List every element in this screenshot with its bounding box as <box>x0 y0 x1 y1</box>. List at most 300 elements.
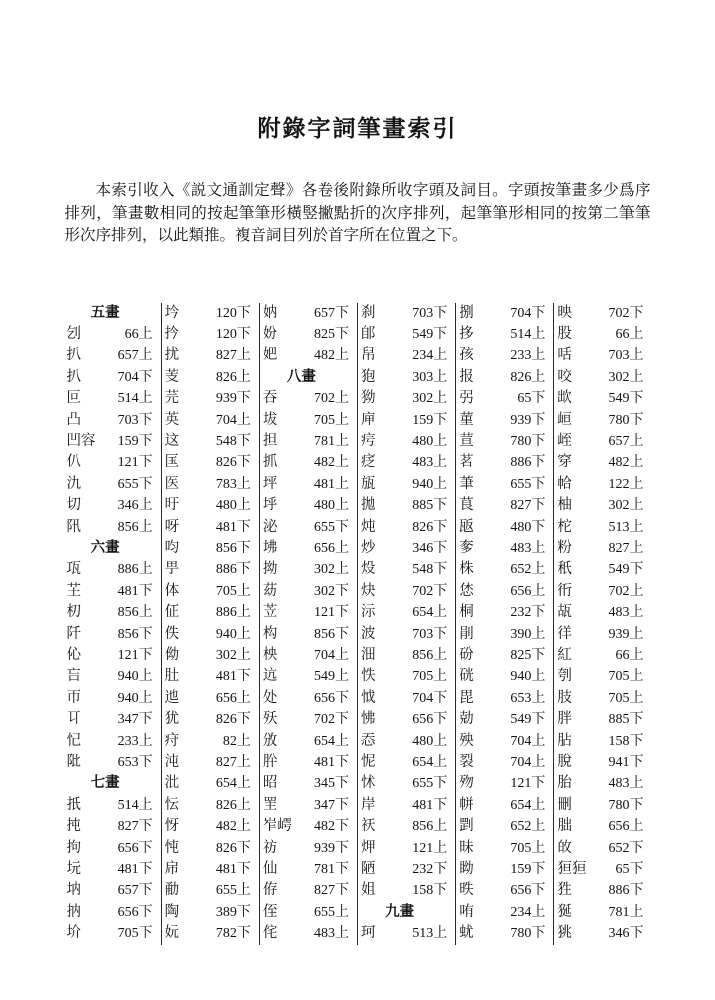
entry-character: 秖 <box>557 561 572 578</box>
entry-character: 峘 <box>557 411 572 428</box>
entry-character: 弜 <box>459 390 474 407</box>
index-entry <box>554 795 651 816</box>
entry-character: 怴 <box>361 689 376 706</box>
entry-character: 勀 <box>459 711 474 728</box>
entry-character: 㔿 <box>66 711 81 728</box>
entry-character: 坺 <box>262 411 278 428</box>
index-entry <box>260 709 357 730</box>
entry-character: 凸 <box>66 411 81 428</box>
entry-page: 827上 <box>215 348 251 364</box>
entry-character: 粉 <box>557 539 572 556</box>
entry-character: 砏 <box>459 647 474 663</box>
entry-page: 781上 <box>608 904 644 920</box>
index-entry <box>162 388 259 409</box>
index-entry <box>260 816 357 837</box>
entry-character: 炈 <box>361 561 376 578</box>
entry-page: 549下 <box>608 391 644 407</box>
index-entry <box>456 923 553 944</box>
entry-page: 234上 <box>510 904 546 920</box>
index-entry <box>64 474 161 495</box>
entry-character: 朷 <box>66 604 81 621</box>
index-entry <box>260 303 357 324</box>
index-entry <box>162 345 259 366</box>
entry-character: 拘 <box>66 839 81 856</box>
entry-page: 825下 <box>314 326 350 342</box>
index-entry <box>260 688 357 709</box>
index-entry <box>358 367 455 388</box>
entry-character: 呀 <box>164 518 180 535</box>
entry-character: 沘 <box>164 775 180 792</box>
index-entry <box>358 431 455 452</box>
stroke-section-header: 七畫 <box>90 775 120 792</box>
entry-page: 656上 <box>510 583 546 599</box>
index-entry <box>358 816 455 837</box>
index-entry <box>554 517 651 538</box>
entry-character: 茟 <box>459 475 474 492</box>
entry-page: 514上 <box>117 797 153 813</box>
entry-character: 拋 <box>361 497 376 514</box>
index-entry <box>358 923 455 944</box>
entry-page: 654上 <box>314 733 350 749</box>
entry-character: 荁 <box>459 432 474 449</box>
entry-character: 映 <box>557 304 572 321</box>
index-entry <box>64 666 161 687</box>
entry-character: 祆 <box>361 818 376 835</box>
index-column <box>260 303 358 945</box>
index-entry <box>554 431 651 452</box>
entry-character: 芫 <box>164 390 180 407</box>
entry-page: 827下 <box>510 498 546 514</box>
entry-character: 扒 <box>66 347 81 364</box>
entry-character: 瓳 <box>557 604 572 621</box>
entry-page: 653上 <box>510 690 546 706</box>
entry-page: 481上 <box>314 476 350 492</box>
entry-page: 302上 <box>412 391 448 407</box>
entry-character: 匤 <box>164 454 180 471</box>
index-entry <box>64 388 161 409</box>
index-entry <box>554 324 651 345</box>
index-entry <box>64 345 161 366</box>
entry-character: 妑 <box>262 347 278 364</box>
entry-page: 549上 <box>314 669 350 685</box>
index-entry <box>162 923 259 944</box>
entry-page: 121下 <box>117 648 153 663</box>
index-entry <box>358 752 455 773</box>
entry-page: 886下 <box>608 883 644 899</box>
entry-page: 159下 <box>117 433 153 449</box>
entry-page: 654上 <box>412 605 448 621</box>
index-entry <box>260 859 357 880</box>
index-entry <box>456 602 553 623</box>
index-entry <box>456 367 553 388</box>
entry-page: 705上 <box>412 669 448 685</box>
entry-page: 780下 <box>510 926 546 942</box>
entry-page: 483上 <box>510 540 546 556</box>
index-column <box>64 303 162 945</box>
entry-character: 甼 <box>164 561 180 578</box>
index-entry <box>260 388 357 409</box>
entry-character: 肚 <box>164 668 180 685</box>
entry-character: 衎 <box>557 582 572 599</box>
entry-page: 702下 <box>314 712 350 728</box>
entry-character: 沌 <box>164 754 180 771</box>
entry-page: 66上 <box>615 648 644 663</box>
entry-page: 826上 <box>215 797 251 813</box>
entry-page: 302上 <box>314 562 350 578</box>
entry-character: 拗 <box>262 561 278 578</box>
entry-page: 856下 <box>215 540 251 556</box>
index-entry <box>260 559 357 580</box>
entry-page: 656下 <box>510 883 546 899</box>
entry-character: 硄 <box>459 668 474 685</box>
entry-page: 233上 <box>117 733 153 749</box>
index-entry <box>260 624 357 645</box>
index-entry <box>554 559 651 580</box>
entry-page: 66上 <box>615 326 644 342</box>
entry-character: 阰 <box>66 754 81 771</box>
entry-character: 歾 <box>459 775 474 792</box>
entry-character: 岸 <box>361 796 376 813</box>
entry-character: 珂 <box>361 925 376 942</box>
entry-character: 叵 <box>66 390 81 407</box>
index-column <box>358 303 456 945</box>
entry-page: 655下 <box>117 476 153 492</box>
index-entry <box>554 538 651 559</box>
entry-page: 703下 <box>117 412 153 428</box>
entry-character: 犹 <box>164 711 180 728</box>
index-entry <box>358 452 455 473</box>
entry-character: 构 <box>262 625 278 642</box>
entry-page: 655下 <box>314 519 350 535</box>
entry-character: 呁 <box>164 539 180 556</box>
entry-character: 伈 <box>66 647 81 663</box>
entry-character: 报 <box>459 368 474 385</box>
entry-page: 654上 <box>510 797 546 813</box>
entry-character: 㓻 <box>459 818 474 835</box>
entry-character: 医 <box>164 475 180 492</box>
entry-character: 怩 <box>361 754 376 771</box>
index-entry <box>162 495 259 516</box>
entry-character: 芏 <box>66 582 81 599</box>
entry-page: 548下 <box>412 562 448 578</box>
entry-page: 480上 <box>412 733 448 749</box>
index-entry <box>162 902 259 923</box>
entry-character: 攽 <box>262 732 278 749</box>
index-entry <box>162 816 259 837</box>
entry-character: 刪 <box>557 796 572 813</box>
index-entry <box>162 452 259 473</box>
index-entry <box>64 816 161 837</box>
entry-character: 狣 <box>557 925 572 942</box>
entry-character: 肢 <box>557 689 572 706</box>
entry-page: 886上 <box>117 562 153 578</box>
entry-page: 347下 <box>117 712 153 728</box>
index-column <box>554 303 651 945</box>
index-entry <box>456 752 553 773</box>
index-entry <box>260 431 357 452</box>
entry-page: 704下 <box>117 369 153 385</box>
index-entry <box>64 324 161 345</box>
entry-character: 疛 <box>164 732 180 749</box>
index-entry <box>64 581 161 602</box>
entry-page: 702下 <box>412 583 448 599</box>
index-entry <box>358 688 455 709</box>
entry-page: 652上 <box>510 819 546 835</box>
index-entry <box>64 410 161 431</box>
entry-page: 886下 <box>510 455 546 471</box>
index-entry <box>260 452 357 473</box>
entry-character: 欪 <box>557 390 572 407</box>
entry-character: 阠 <box>66 518 81 535</box>
entry-character: 股 <box>557 325 572 342</box>
entry-page: 705上 <box>608 669 644 685</box>
entry-character: 罜 <box>262 796 278 813</box>
index-entry <box>554 367 651 388</box>
entry-page: 940上 <box>510 669 546 685</box>
index-entry <box>358 666 455 687</box>
entry-page: 939上 <box>608 626 644 642</box>
index-entry <box>162 324 259 345</box>
entry-character: 沺 <box>361 647 376 663</box>
entry-page: 856上 <box>117 519 153 535</box>
entry-page: 656上 <box>215 690 251 706</box>
entry-character: 庘 <box>361 411 376 428</box>
entry-character: 岝崿 <box>262 818 292 835</box>
entry-character: 胖 <box>557 711 572 728</box>
entry-page: 483上 <box>608 605 644 621</box>
entry-page: 657下 <box>314 305 350 321</box>
index-entry <box>358 517 455 538</box>
index-entry <box>456 666 553 687</box>
index-entry <box>64 559 161 580</box>
entry-character: 帀 <box>66 689 81 706</box>
index-entry <box>554 345 651 366</box>
entry-character: 帠 <box>361 347 376 364</box>
entry-page: 704下 <box>412 690 448 706</box>
entry-page: 480上 <box>314 498 350 514</box>
index-entry <box>162 773 259 794</box>
index-entry <box>554 838 651 859</box>
entry-page: 655下 <box>412 776 448 792</box>
entry-character: 妠 <box>262 304 278 321</box>
entry-character: 抐 <box>66 903 81 920</box>
entry-character: 氿 <box>66 475 81 492</box>
index-entry <box>358 324 455 345</box>
entry-character: 刉 <box>66 325 81 342</box>
entry-page: 885下 <box>608 712 644 728</box>
index-entry <box>554 709 651 730</box>
entry-page: 652下 <box>608 840 644 856</box>
entry-character: 炔 <box>361 582 376 599</box>
index-entry <box>162 581 259 602</box>
index-entry <box>358 538 455 559</box>
index-entry <box>162 474 259 495</box>
entry-page: 302上 <box>608 369 644 385</box>
entry-character: 狌 <box>557 882 572 899</box>
entry-character: 佂 <box>164 604 180 621</box>
entry-page: 826下 <box>215 840 251 856</box>
entry-page: 704上 <box>510 733 546 749</box>
entry-character: 怵 <box>361 775 376 792</box>
entry-page: 827上 <box>215 755 251 771</box>
entry-character: 桐 <box>459 604 474 621</box>
entry-page: 886上 <box>215 605 251 621</box>
entry-page: 549下 <box>412 326 448 342</box>
entry-page: 856下 <box>117 626 153 642</box>
entry-page: 121下 <box>510 776 546 792</box>
entry-character: 侟 <box>262 882 278 899</box>
entry-page: 345下 <box>314 776 350 792</box>
entry-character: 紅 <box>557 647 572 663</box>
index-entry <box>64 452 161 473</box>
entry-page: 940上 <box>117 690 153 706</box>
entry-page: 303上 <box>412 369 448 385</box>
page-title: 附錄字詞筆畫索引 <box>257 116 458 141</box>
entry-page: 704上 <box>215 412 251 428</box>
entry-page: 232下 <box>510 605 546 621</box>
index-entry <box>162 838 259 859</box>
index-entry <box>162 431 259 452</box>
entry-character: 恷 <box>459 582 474 599</box>
entry-page: 780下 <box>608 797 644 813</box>
index-entry <box>456 517 553 538</box>
stroke-section-header: 五畫 <box>90 304 120 321</box>
entry-character: 抓 <box>262 454 278 471</box>
index-entry <box>358 410 455 431</box>
entry-character: 胋 <box>557 732 572 749</box>
index-entry <box>162 367 259 388</box>
entry-character: 吂 <box>66 668 81 685</box>
entry-page: 940上 <box>117 669 153 685</box>
index-entry <box>260 752 357 773</box>
entry-page: 65下 <box>517 391 546 407</box>
index-entry <box>162 624 259 645</box>
entry-character: 徉 <box>557 625 572 642</box>
index-entry <box>358 709 455 730</box>
index-entry <box>358 495 455 516</box>
entry-character: 仈 <box>66 454 81 471</box>
index-entry <box>260 838 357 859</box>
entry-page: 856上 <box>412 819 448 835</box>
entry-page: 482上 <box>215 819 251 835</box>
entry-page: 390上 <box>510 626 546 642</box>
entry-character: 迆 <box>164 689 180 706</box>
index-entry <box>162 645 259 666</box>
entry-character: 郋 <box>361 325 376 342</box>
index-entry <box>554 731 651 752</box>
entry-page: 234上 <box>412 348 448 364</box>
entry-page: 480上 <box>215 498 251 514</box>
entry-character: 茗 <box>459 454 474 471</box>
entry-page: 825下 <box>510 648 546 663</box>
index-entry <box>456 795 553 816</box>
index-entry <box>554 880 651 901</box>
entry-page: 121上 <box>412 840 448 856</box>
entry-character: 肸 <box>262 754 278 771</box>
entry-page: 389下 <box>215 904 251 920</box>
entry-page: 704上 <box>510 755 546 771</box>
entry-page: 232下 <box>412 862 448 878</box>
index-entry <box>358 345 455 366</box>
entry-page: 655上 <box>314 904 350 920</box>
index-entry <box>64 624 161 645</box>
entry-page: 655上 <box>215 883 251 899</box>
index-entry <box>554 388 651 409</box>
index-entry <box>162 303 259 324</box>
index-entry <box>456 303 553 324</box>
entry-page: 705上 <box>215 583 251 599</box>
entry-character: 峌 <box>557 432 572 449</box>
entry-page: 482上 <box>314 455 350 471</box>
index-entry <box>64 431 161 452</box>
entry-character: 殃 <box>459 732 474 749</box>
entry-page: 826下 <box>215 455 251 471</box>
index-entry <box>554 645 651 666</box>
index-entry <box>162 752 259 773</box>
entry-page: 302上 <box>608 498 644 514</box>
entry-page: 652上 <box>510 562 546 578</box>
intro-paragraph: 本索引收入《説文通訓定聲》各卷後附錄所收字頭及詞目。字頭按筆畫多少爲序排列，筆畫數相同的按起筆筆形橫竪撇點折的次序排列，起筆筆形相同的按第二筆筆形次序排列，以此類推。複音詞目列於首字所在位置之下。 <box>64 182 651 244</box>
index-entry <box>358 581 455 602</box>
entry-character: 㑃 <box>164 647 180 663</box>
index-entry <box>260 773 357 794</box>
entry-character: 㘨 <box>66 882 81 899</box>
entry-character: 苭 <box>262 582 278 599</box>
entry-page: 159下 <box>412 412 448 428</box>
index-entry <box>260 495 357 516</box>
entry-character: 毘 <box>459 689 474 706</box>
index-entry <box>64 495 161 516</box>
entry-page: 120下 <box>215 326 251 342</box>
entry-page: 481下 <box>412 797 448 813</box>
entry-page: 656下 <box>314 690 350 706</box>
entry-page: 856上 <box>117 605 153 621</box>
index-entry <box>358 859 455 880</box>
index-entry <box>456 581 553 602</box>
index-entry <box>260 602 357 623</box>
entry-page: 704上 <box>314 648 350 663</box>
entry-page: 781下 <box>314 862 350 878</box>
entry-character: 垀 <box>262 497 278 514</box>
index-entry <box>358 303 455 324</box>
entry-character: 疞 <box>361 432 376 449</box>
entry-page: 346下 <box>412 540 448 556</box>
index-entry <box>554 902 651 923</box>
entry-character: 坲 <box>262 539 278 556</box>
entry-character: 孩 <box>459 347 474 364</box>
index-entry <box>456 324 553 345</box>
index-entry <box>260 795 357 816</box>
entry-page: 781上 <box>314 433 350 449</box>
entry-character: 炖 <box>361 518 376 535</box>
index-entry <box>456 902 553 923</box>
entry-character: 裂 <box>459 754 474 771</box>
entry-page: 780下 <box>510 433 546 449</box>
entry-page: 705下 <box>117 926 153 942</box>
entry-page: 483上 <box>608 776 644 792</box>
index-entry <box>456 495 553 516</box>
entry-character: 哊 <box>459 903 474 920</box>
entry-page: 347下 <box>314 797 350 813</box>
entry-page: 704下 <box>510 305 546 321</box>
entry-page: 513上 <box>412 926 448 942</box>
index-entry <box>162 559 259 580</box>
entry-page: 939下 <box>215 391 251 407</box>
index-entry <box>554 773 651 794</box>
index-entry <box>260 581 357 602</box>
entry-page: 783上 <box>215 476 251 492</box>
index-entry <box>64 645 161 666</box>
